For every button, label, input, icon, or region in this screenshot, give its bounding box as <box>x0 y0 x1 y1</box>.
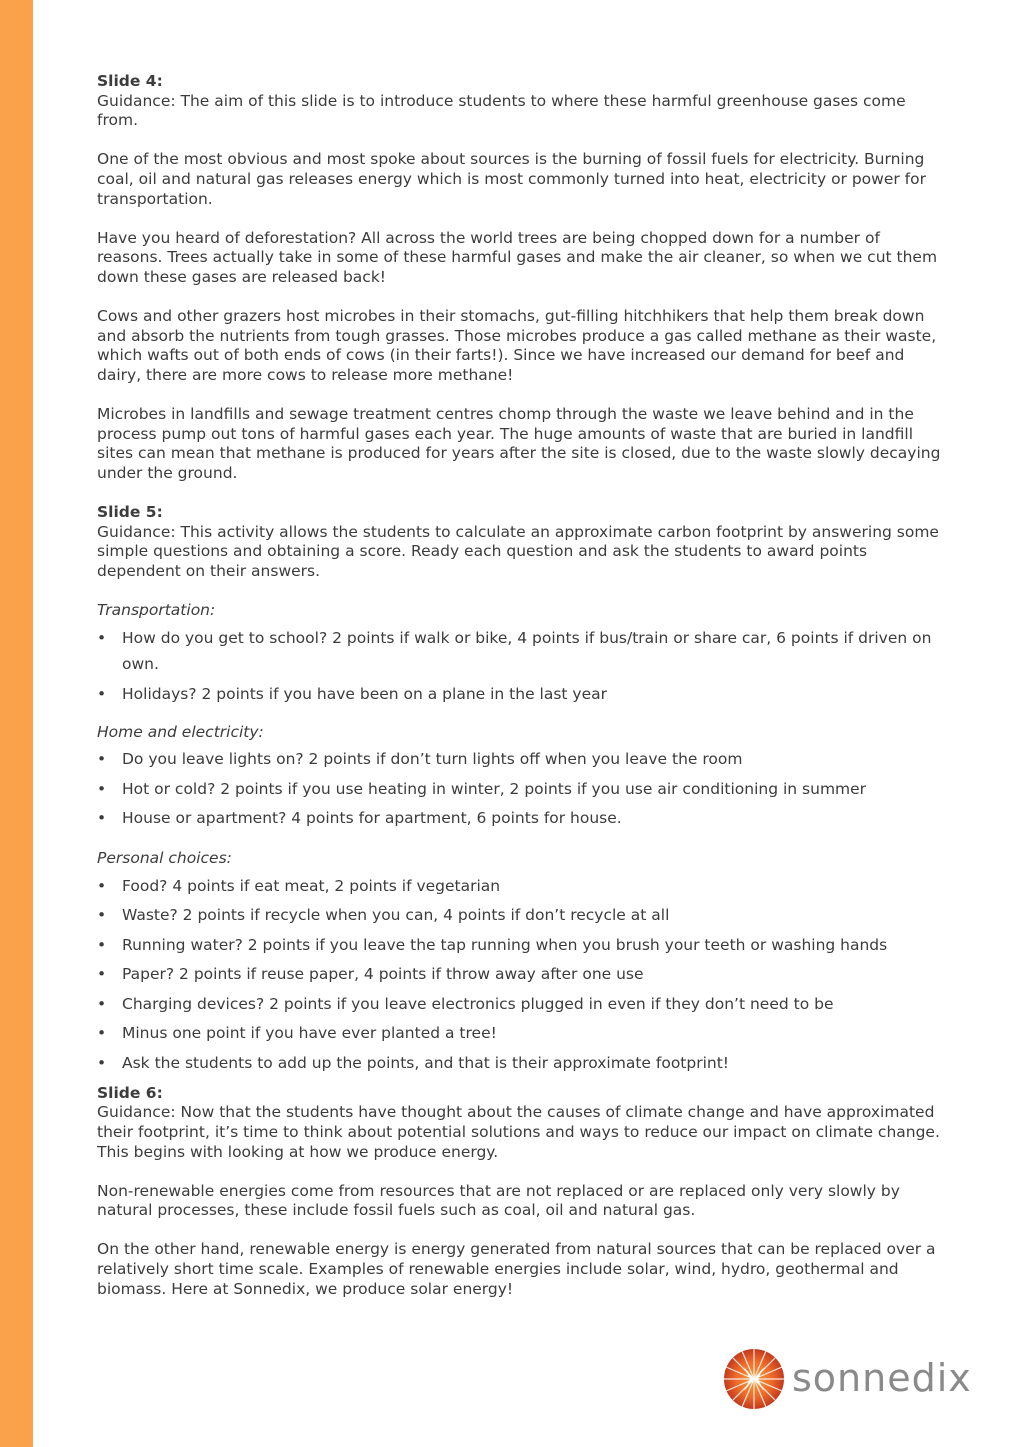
slide4-paragraph: Cows and other grazers host microbes in their stomachs, gut-filling hitchhikers that help them break down and absorb the nutrients from tough grasses. Those microbes produce a gas called methane as their waste, which wafts out of both ends of cows (in their farts!). Since we have increased our demand for beef and dairy, there are more cows to release more methane! <box>97 307 937 384</box>
list-item <box>97 991 942 1017</box>
list-item <box>97 932 942 958</box>
slide4-guidance: Guidance: The aim of this slide is to introduce students to where these harmful greenhouse gases come from. <box>97 91 906 130</box>
section-title-home-electricity: Home and electricity: <box>97 722 264 741</box>
slide6-paragraph: On the other hand, renewable energy is energy generated from natural sources that can be replaced over a relatively short time scale. Examples of renewable energies include solar, wind, hydro, geothermal and biomass. Here at Sonnedix, we produce solar energy! <box>97 1240 936 1298</box>
list-item <box>97 1050 942 1076</box>
list-item-text: Holidays? 2 points if you have been on a plane in the last year <box>122 684 608 703</box>
list-item-text: Waste? 2 points if recycle when you can, 4 points if don’t recycle at all <box>122 906 670 925</box>
orange-side-bar <box>0 0 33 1447</box>
list-item-text: Minus one point if you have ever planted a tree! <box>122 1024 497 1043</box>
slide6-heading: Slide 6: <box>97 1083 163 1102</box>
slide6-guidance: Guidance: Now that the students have thought about the causes of climate change and have approximated their footprint, it’s time to think about potential solutions and ways to reduce our impact on climate change. This begins with looking at how we produce energy. <box>97 1103 940 1161</box>
bullet-icon: • <box>97 684 107 703</box>
bullet-icon: • <box>97 906 107 925</box>
slide5-guidance: Guidance: This activity allows the students to calculate an approximate carbon footprint by answering some simple questions and obtaining a score. Ready each question and ask the students to award points dependent on their answers. <box>97 522 939 580</box>
bullet-icon: • <box>97 1024 107 1043</box>
bullet-icon: • <box>97 876 107 895</box>
bullet-icon: • <box>97 809 107 828</box>
slide5-heading: Slide 5: <box>97 503 163 522</box>
list-item-text: Ask the students to add up the points, and that is their approximate footprint! <box>122 1053 730 1072</box>
slide6-paragraph: Non-renewable energies come from resources that are not replaced or are replaced only very slowly by natural processes, these include fossil fuels such as coal, oil and natural gas. <box>97 1181 900 1220</box>
list-item-text: Paper? 2 points if reuse paper, 4 points if throw away after one use <box>122 965 644 984</box>
sonnedix-logo <box>722 1347 972 1411</box>
list-item <box>97 873 942 899</box>
bullet-icon: • <box>97 965 107 984</box>
bullet-icon: • <box>97 629 107 648</box>
list-item-text: Do you leave lights on? 2 points if don’t turn lights off when you leave the room <box>122 750 743 769</box>
personal-choices-list <box>97 873 942 1076</box>
list-item-text: Hot or cold? 2 points if you use heating in winter, 2 points if you use air conditioning in summer <box>122 779 867 798</box>
list-item <box>97 776 942 802</box>
section-title-transportation: Transportation: <box>97 601 216 620</box>
slide4-paragraph: Have you heard of deforestation? All across the world trees are being chopped down for a number of reasons. Trees actually take in some of these harmful gases and make the air cleaner, so when we cut them down these gases are released back! <box>97 228 938 286</box>
list-item <box>97 902 942 928</box>
slide4-heading: Slide 4: <box>97 72 163 90</box>
bullet-icon: • <box>97 750 107 769</box>
list-item <box>97 681 942 707</box>
list-item <box>97 625 942 677</box>
document-body <box>97 72 942 1299</box>
bullet-icon: • <box>97 994 107 1013</box>
sonnedix-wordmark: sonnedix <box>792 1356 972 1400</box>
list-item <box>97 1020 942 1046</box>
bullet-icon: • <box>97 1053 107 1072</box>
list-item <box>97 805 942 831</box>
sonnedix-sun-icon <box>722 1347 786 1411</box>
list-item <box>97 961 942 987</box>
bullet-icon: • <box>97 779 107 798</box>
home-electricity-list <box>97 746 942 831</box>
list-item-text: Charging devices? 2 points if you leave electronics plugged in even if they don’t need to be <box>122 994 834 1013</box>
slide4-paragraph: Microbes in landfills and sewage treatment centres chomp through the waste we leave behind and in the process pump out tons of harmful gases each year. The huge amounts of waste that are buried in landfill sites can mean that methane is produced for years after the site is closed, due to the waste slowly decaying under the ground. <box>97 405 941 482</box>
list-item-text: Running water? 2 points if you leave the tap running when you brush your teeth or washing hands <box>122 935 888 954</box>
list-item-text: Food? 4 points if eat meat, 2 points if vegetarian <box>122 876 501 895</box>
bullet-icon: • <box>97 935 107 954</box>
list-item-text: House or apartment? 4 points for apartment, 6 points for house. <box>122 809 622 828</box>
slide4-paragraph: One of the most obvious and most spoke about sources is the burning of fossil fuels for electricity. Burning coal, oil and natural gas releases energy which is most commonly turned into heat, electricity or power for transportation. <box>97 150 926 208</box>
list-item <box>97 746 942 772</box>
section-title-personal-choices: Personal choices: <box>97 849 232 868</box>
transportation-list <box>97 625 942 707</box>
list-item-text: How do you get to school? 2 points if walk or bike, 4 points if bus/train or share car, 6 points if driven on own. <box>122 629 932 674</box>
